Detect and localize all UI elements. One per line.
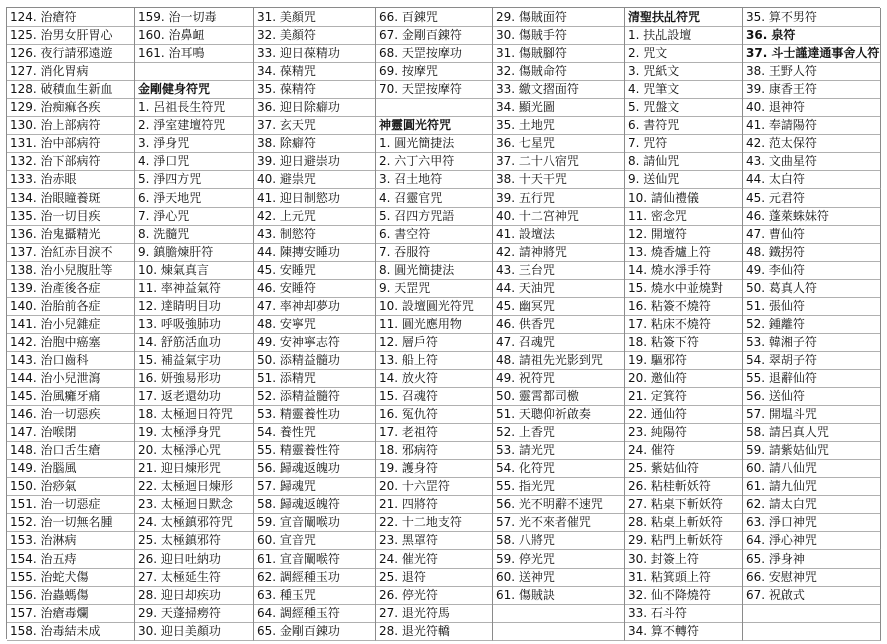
table-cell[interactable]: 23. 純陽符 (625, 423, 743, 442)
table-cell[interactable]: 43. 三台咒 (493, 261, 625, 280)
table-cell[interactable]: 51. 張仙符 (743, 297, 881, 316)
table-cell[interactable]: 16. 粘簽不燒符 (625, 297, 743, 316)
table-cell[interactable]: 17. 粘床不燒符 (625, 315, 743, 334)
table-cell[interactable]: 18. 粘簽下符 (625, 333, 743, 352)
table-cell[interactable]: 12. 層戶符 (376, 333, 493, 352)
table-cell[interactable]: 155. 治蛇犬傷 (7, 568, 135, 587)
table-cell[interactable]: 55. 指光咒 (493, 477, 625, 496)
table-cell[interactable]: 61. 請九仙咒 (743, 477, 881, 496)
table-cell[interactable]: 45. 幽冥咒 (493, 297, 625, 316)
table-cell[interactable]: 132. 治下部病符 (7, 152, 135, 171)
table-cell[interactable]: 11. 率神益氣符 (135, 279, 254, 298)
table-cell[interactable]: 27. 太極延生符 (135, 568, 254, 587)
table-cell[interactable]: 135. 治一切目疾 (7, 207, 135, 226)
table-cell[interactable]: 38. 除癖符 (254, 134, 376, 153)
table-cell[interactable]: 51. 天聰仰祈啟奏 (493, 405, 625, 424)
table-cell[interactable]: 5. 召四方咒語 (376, 207, 493, 226)
table-cell[interactable]: 142. 治胞中癌塞 (7, 333, 135, 352)
table-cell[interactable] (135, 62, 254, 81)
table-cell[interactable]: 32. 仙不降燒符 (625, 586, 743, 605)
table-cell[interactable]: 67. 金剛百錬符 (376, 26, 493, 45)
table-cell[interactable]: 49. 祝符咒 (493, 369, 625, 388)
table-cell[interactable]: 59. 停光咒 (493, 550, 625, 569)
table-cell[interactable]: 32. 傷賊命符 (493, 62, 625, 81)
table-cell[interactable]: 27. 退光符馬 (376, 604, 493, 623)
table-cell[interactable]: 31. 粘箕頭上符 (625, 568, 743, 587)
table-cell[interactable]: 160. 治鼻衄 (135, 26, 254, 45)
table-cell[interactable]: 38. 十天干咒 (493, 170, 625, 189)
table-cell[interactable]: 68. 天罡按摩功 (376, 44, 493, 63)
table-cell[interactable]: 66. 安慰神咒 (743, 568, 881, 587)
table-cell[interactable]: 60. 宣音咒 (254, 531, 376, 550)
table-cell[interactable]: 41. 奉請陽符 (743, 116, 881, 135)
table-cell[interactable]: 127. 消化胃病 (7, 62, 135, 81)
table-cell[interactable]: 28. 迎日却疾功 (135, 586, 254, 605)
table-cell[interactable]: 11. 圓光應用物 (376, 315, 493, 334)
table-cell[interactable]: 48. 鐵拐符 (743, 243, 881, 262)
table-cell[interactable]: 35. 土地咒 (493, 116, 625, 135)
table-cell[interactable]: 6. 書符咒 (625, 116, 743, 135)
table-cell[interactable]: 140. 治胎前各症 (7, 297, 135, 316)
table-cell[interactable]: 50. 葛真人符 (743, 279, 881, 298)
section-heading-cell[interactable]: 36. 泉符 (743, 26, 881, 45)
table-cell[interactable]: 42. 上元咒 (254, 207, 376, 226)
table-cell[interactable]: 25. 太極鎮邪符 (135, 531, 254, 550)
table-cell[interactable]: 21. 迎日煉形咒 (135, 459, 254, 478)
table-cell[interactable]: 16. 妍強易形功 (135, 369, 254, 388)
table-cell[interactable]: 35. 葆精符 (254, 80, 376, 99)
table-cell[interactable]: 40. 退神符 (743, 98, 881, 117)
table-cell[interactable]: 69. 按摩咒 (376, 62, 493, 81)
table-cell[interactable]: 58. 請呂真人咒 (743, 423, 881, 442)
table-cell[interactable] (493, 622, 625, 641)
table-cell[interactable]: 34. 算不轉符 (625, 622, 743, 641)
table-cell[interactable]: 57. 歸魂咒 (254, 477, 376, 496)
table-cell[interactable]: 32. 美顏符 (254, 26, 376, 45)
table-cell[interactable]: 70. 天罡按摩符 (376, 80, 493, 99)
spreadsheet-grid (6, 7, 880, 639)
table-cell[interactable]: 39. 迎日避崇功 (254, 152, 376, 171)
table-cell[interactable]: 39. 五行咒 (493, 189, 625, 208)
table-cell[interactable]: 124. 治瘡符 (7, 8, 135, 27)
table-cell[interactable]: 66. 百錬咒 (376, 8, 493, 27)
table-cell[interactable]: 147. 治喉閉 (7, 423, 135, 442)
table-cell[interactable]: 10. 煉氣真言 (135, 261, 254, 280)
table-cell[interactable]: 5. 淨四方咒 (135, 170, 254, 189)
table-cell[interactable]: 129. 治痴痲各疾 (7, 98, 135, 117)
table-cell[interactable]: 145. 治風癱牙痛 (7, 387, 135, 406)
table-cell[interactable]: 29. 傷賊面符 (493, 8, 625, 27)
table-cell[interactable]: 151. 治一切惡症 (7, 495, 135, 514)
table-cell[interactable]: 48. 安寧咒 (254, 315, 376, 334)
section-heading-cell[interactable]: 神靈圓光符咒 (376, 116, 493, 135)
table-cell[interactable]: 13. 呼吸強肺功 (135, 315, 254, 334)
table-cell[interactable]: 65. 金剛百錬功 (254, 622, 376, 641)
table-cell[interactable]: 15. 召魂符 (376, 387, 493, 406)
table-cell[interactable]: 46. 供香咒 (493, 315, 625, 334)
table-cell[interactable]: 16. 冤仇符 (376, 405, 493, 424)
table-cell[interactable]: 13. 燒香爐上符 (625, 243, 743, 262)
table-cell[interactable]: 39. 康香王符 (743, 80, 881, 99)
table-cell[interactable]: 2. 六丁六甲符 (376, 152, 493, 171)
table-cell[interactable]: 1. 圓光簡捷法 (376, 134, 493, 153)
table-cell[interactable]: 3. 召土地符 (376, 170, 493, 189)
table-cell[interactable]: 34. 顯光圖 (493, 98, 625, 117)
table-cell[interactable]: 61. 傷賊訣 (493, 586, 625, 605)
table-cell[interactable]: 62. 調經種玉功 (254, 568, 376, 587)
table-cell[interactable]: 159. 治一切毒 (135, 8, 254, 27)
table-cell[interactable]: 22. 通仙符 (625, 405, 743, 424)
table-cell[interactable]: 4. 召靈官咒 (376, 189, 493, 208)
table-cell[interactable]: 18. 邪病符 (376, 441, 493, 460)
table-cell[interactable]: 52. 鍾離符 (743, 315, 881, 334)
table-cell[interactable]: 46. 蓬萊蛛妹符 (743, 207, 881, 226)
table-cell[interactable]: 21. 四將符 (376, 495, 493, 514)
table-cell[interactable]: 36. 七星咒 (493, 134, 625, 153)
table-cell[interactable]: 14. 放火符 (376, 369, 493, 388)
table-cell[interactable]: 1. 扶乩設壇 (625, 26, 743, 45)
table-cell[interactable]: 40. 十二宮神咒 (493, 207, 625, 226)
table-cell[interactable]: 1. 呂祖長生符咒 (135, 98, 254, 117)
table-cell[interactable]: 33. 迎日葆精功 (254, 44, 376, 63)
table-cell[interactable]: 57. 光不來者催咒 (493, 513, 625, 532)
table-cell[interactable]: 23. 黑罩符 (376, 531, 493, 550)
table-cell[interactable]: 30. 迎日美顏功 (135, 622, 254, 641)
table-cell[interactable]: 55. 精靈養性符 (254, 441, 376, 460)
table-cell[interactable]: 161. 治耳鳴 (135, 44, 254, 63)
table-cell[interactable]: 14. 舒筋活血功 (135, 333, 254, 352)
table-cell[interactable]: 17. 返老還幼功 (135, 387, 254, 406)
table-cell[interactable]: 144. 治小兒泄瀉 (7, 369, 135, 388)
table-cell[interactable]: 20. 十六罡符 (376, 477, 493, 496)
table-cell[interactable]: 19. 驅邪符 (625, 351, 743, 370)
table-cell[interactable]: 38. 王野人符 (743, 62, 881, 81)
table-cell[interactable]: 28. 粘桌上斬妖符 (625, 513, 743, 532)
table-cell[interactable]: 128. 破積血生新血 (7, 80, 135, 99)
table-cell[interactable]: 15. 補益氣宇功 (135, 351, 254, 370)
table-cell[interactable]: 7. 淨心咒 (135, 207, 254, 226)
table-cell[interactable]: 67. 祝啟式 (743, 586, 881, 605)
table-cell[interactable]: 48. 請祖先光影到咒 (493, 351, 625, 370)
table-cell[interactable]: 58. 歸魂返魄符 (254, 495, 376, 514)
table-cell[interactable]: 130. 治上部病符 (7, 116, 135, 135)
table-cell[interactable]: 56. 送仙符 (743, 387, 881, 406)
table-cell[interactable] (743, 604, 881, 623)
table-cell[interactable]: 42. 請神將咒 (493, 243, 625, 262)
table-cell[interactable]: 56. 光不明辭不速咒 (493, 495, 625, 514)
table-cell[interactable]: 41. 迎日制慾功 (254, 189, 376, 208)
table-cell[interactable]: 8. 洗髓咒 (135, 225, 254, 244)
table-cell[interactable]: 57. 開塭斗咒 (743, 405, 881, 424)
table-cell[interactable]: 9. 天罡咒 (376, 279, 493, 298)
table-cell[interactable] (743, 622, 881, 641)
table-cell[interactable]: 154. 治五痔 (7, 550, 135, 569)
table-cell[interactable]: 42. 范太保符 (743, 134, 881, 153)
table-cell[interactable]: 44. 陳摶安睡功 (254, 243, 376, 262)
section-heading-cell[interactable]: 清聖扶乩符咒 (625, 8, 743, 27)
table-cell[interactable]: 29. 天蓬掃癆符 (135, 604, 254, 623)
table-cell[interactable]: 134. 治眼瞳養斑 (7, 189, 135, 208)
table-cell[interactable]: 63. 淨口神咒 (743, 513, 881, 532)
table-cell[interactable]: 53. 精靈養性功 (254, 405, 376, 424)
table-cell[interactable]: 33. 石斗符 (625, 604, 743, 623)
table-cell[interactable]: 153. 治淋病 (7, 531, 135, 550)
table-cell[interactable]: 138. 治小兒腹肚等 (7, 261, 135, 280)
table-cell[interactable]: 19. 太極淨身咒 (135, 423, 254, 442)
table-cell[interactable]: 143. 治口齒科 (7, 351, 135, 370)
section-heading-cell[interactable]: 金剛健身符咒 (135, 80, 254, 99)
table-cell[interactable]: 3. 淨身咒 (135, 134, 254, 153)
table-cell[interactable]: 28. 退光符轎 (376, 622, 493, 641)
table-cell[interactable]: 150. 治痧氣 (7, 477, 135, 496)
table-cell[interactable]: 46. 安睡符 (254, 279, 376, 298)
table-cell[interactable]: 141. 治小兒雜症 (7, 315, 135, 334)
table-cell[interactable]: 4. 淨口咒 (135, 152, 254, 171)
table-cell[interactable]: 11. 密念咒 (625, 207, 743, 226)
table-cell[interactable]: 131. 治中部病符 (7, 134, 135, 153)
table-cell[interactable]: 12. 開壇符 (625, 225, 743, 244)
table-cell[interactable]: 27. 粘桌下斬妖符 (625, 495, 743, 514)
table-cell[interactable]: 133. 治赤眼 (7, 170, 135, 189)
table-cell[interactable]: 31. 美顏咒 (254, 8, 376, 27)
table-cell[interactable]: 15. 燒水中並燒對 (625, 279, 743, 298)
table-cell[interactable]: 158. 治毒結未成 (7, 622, 135, 641)
table-cell[interactable]: 29. 粘門上斬妖符 (625, 531, 743, 550)
table-cell[interactable]: 59. 請紫姑仙咒 (743, 441, 881, 460)
table-cell[interactable]: 50. 靈霄都司檄 (493, 387, 625, 406)
table-cell[interactable]: 148. 治口舌生瘡 (7, 441, 135, 460)
table-cell[interactable]: 125. 治男女肝胃心 (7, 26, 135, 45)
table-cell[interactable]: 41. 設壇法 (493, 225, 625, 244)
table-cell[interactable]: 126. 夜行請邪遠遊 (7, 44, 135, 63)
table-cell[interactable]: 24. 太極鎮邪符咒 (135, 513, 254, 532)
table-cell[interactable]: 47. 率神却夢功 (254, 297, 376, 316)
table-cell[interactable]: 25. 退符 (376, 568, 493, 587)
table-cell[interactable]: 8. 圓光簡捷法 (376, 261, 493, 280)
table-cell[interactable]: 30. 封簽上符 (625, 550, 743, 569)
table-cell[interactable]: 26. 粘桂斬妖符 (625, 477, 743, 496)
table-cell[interactable]: 13. 船上符 (376, 351, 493, 370)
table-cell[interactable]: 17. 老祖符 (376, 423, 493, 442)
table-cell[interactable]: 24. 催符 (625, 441, 743, 460)
table-cell[interactable]: 12. 達睛明目功 (135, 297, 254, 316)
table-cell[interactable]: 44. 太白符 (743, 170, 881, 189)
table-cell[interactable]: 21. 定箕符 (625, 387, 743, 406)
table-cell[interactable]: 26. 迎日吐納功 (135, 550, 254, 569)
table-cell[interactable]: 2. 淨室建壇符咒 (135, 116, 254, 135)
table-cell[interactable]: 45. 安睡咒 (254, 261, 376, 280)
table-cell[interactable]: 37. 二十八宿咒 (493, 152, 625, 171)
table-cell[interactable]: 63. 種玉咒 (254, 586, 376, 605)
table-cell[interactable]: 54. 翠胡子符 (743, 351, 881, 370)
table-cell[interactable]: 9. 鎮膽煉肝符 (135, 243, 254, 262)
table-cell[interactable]: 64. 調經種玉符 (254, 604, 376, 623)
table-cell[interactable]: 9. 送仙咒 (625, 170, 743, 189)
table-cell[interactable]: 152. 治一切無名腫 (7, 513, 135, 532)
table-cell[interactable]: 7. 吞服符 (376, 243, 493, 262)
table-cell[interactable]: 58. 八將咒 (493, 531, 625, 550)
table-cell[interactable]: 47. 曹仙符 (743, 225, 881, 244)
table-cell[interactable]: 37. 玄天咒 (254, 116, 376, 135)
table-cell[interactable]: 7. 咒符 (625, 134, 743, 153)
table-cell[interactable]: 5. 咒盤文 (625, 98, 743, 117)
table-cell[interactable]: 6. 書空符 (376, 225, 493, 244)
table-cell[interactable]: 22. 太極迴日煉形 (135, 477, 254, 496)
table-cell[interactable]: 50. 添精益髓功 (254, 351, 376, 370)
table-cell[interactable]: 10. 設壇圓光符咒 (376, 297, 493, 316)
table-cell[interactable]: 43. 制慾符 (254, 225, 376, 244)
table-cell[interactable]: 33. 繳文摺面符 (493, 80, 625, 99)
table-cell[interactable] (376, 98, 493, 117)
table-cell[interactable]: 6. 淨天地咒 (135, 189, 254, 208)
table-cell[interactable]: 61. 宣音闡喉符 (254, 550, 376, 569)
table-cell[interactable]: 60. 請八仙咒 (743, 459, 881, 478)
table-cell[interactable]: 22. 十二地支符 (376, 513, 493, 532)
table-cell[interactable]: 20. 太極淨心咒 (135, 441, 254, 460)
table-cell[interactable]: 149. 治腦風 (7, 459, 135, 478)
table-cell[interactable]: 24. 催光符 (376, 550, 493, 569)
table-cell[interactable]: 64. 淨心神咒 (743, 531, 881, 550)
table-cell[interactable]: 54. 養性咒 (254, 423, 376, 442)
table-cell[interactable]: 25. 紫姑仙符 (625, 459, 743, 478)
section-heading-cell[interactable]: 37. 斗士謹達通事舍人符 (743, 44, 881, 63)
table-cell[interactable]: 49. 李仙符 (743, 261, 881, 280)
table-cell[interactable]: 34. 葆精咒 (254, 62, 376, 81)
table-cell[interactable]: 23. 太極迴日默念 (135, 495, 254, 514)
table-cell[interactable]: 19. 護身符 (376, 459, 493, 478)
table-cell[interactable]: 59. 宣音闡喉功 (254, 513, 376, 532)
table-cell[interactable]: 43. 文曲星符 (743, 152, 881, 171)
table-cell[interactable] (493, 604, 625, 623)
table-cell[interactable]: 4. 咒筆文 (625, 80, 743, 99)
table-cell[interactable]: 18. 太極迴日符咒 (135, 405, 254, 424)
table-cell[interactable]: 47. 召魂咒 (493, 333, 625, 352)
table-cell[interactable]: 3. 咒紙文 (625, 62, 743, 81)
table-cell[interactable]: 146. 治一切惡疾 (7, 405, 135, 424)
table-cell[interactable]: 56. 歸魂返魄功 (254, 459, 376, 478)
table-cell[interactable]: 31. 傷賊腳符 (493, 44, 625, 63)
table-cell[interactable]: 55. 退辭仙符 (743, 369, 881, 388)
table-cell[interactable]: 157. 治瘡毒爛 (7, 604, 135, 623)
table-cell[interactable]: 14. 燒水淨手符 (625, 261, 743, 280)
table-cell[interactable]: 137. 治紅赤目淚不 (7, 243, 135, 262)
table-cell[interactable]: 20. 邀仙符 (625, 369, 743, 388)
table-cell[interactable]: 156. 治蟲螞傷 (7, 586, 135, 605)
table-cell[interactable]: 60. 送神咒 (493, 568, 625, 587)
table-cell[interactable]: 26. 停光符 (376, 586, 493, 605)
table-cell[interactable]: 2. 咒文 (625, 44, 743, 63)
table-cell[interactable]: 52. 上香咒 (493, 423, 625, 442)
table-cell[interactable]: 10. 請仙禮儀 (625, 189, 743, 208)
table-cell[interactable]: 65. 淨身神 (743, 550, 881, 569)
table-cell[interactable]: 45. 元君符 (743, 189, 881, 208)
table-cell[interactable]: 8. 請仙咒 (625, 152, 743, 171)
table-cell[interactable]: 36. 迎日除癖功 (254, 98, 376, 117)
table-cell[interactable]: 35. 算不男符 (743, 8, 881, 27)
table-cell[interactable]: 53. 請光咒 (493, 441, 625, 460)
table-cell[interactable]: 62. 請太白咒 (743, 495, 881, 514)
table-cell[interactable]: 51. 添精咒 (254, 369, 376, 388)
table-cell[interactable]: 139. 治產後各症 (7, 279, 135, 298)
table-cell[interactable]: 52. 添精益髓符 (254, 387, 376, 406)
table-cell[interactable]: 44. 天油咒 (493, 279, 625, 298)
table-cell[interactable]: 30. 傷賊手符 (493, 26, 625, 45)
table-cell[interactable]: 136. 治鬼攝精光 (7, 225, 135, 244)
table-cell[interactable]: 54. 化符咒 (493, 459, 625, 478)
table-cell[interactable]: 40. 避祟咒 (254, 170, 376, 189)
table-cell[interactable]: 49. 安神寧志符 (254, 333, 376, 352)
table-cell[interactable]: 53. 韓湘子符 (743, 333, 881, 352)
